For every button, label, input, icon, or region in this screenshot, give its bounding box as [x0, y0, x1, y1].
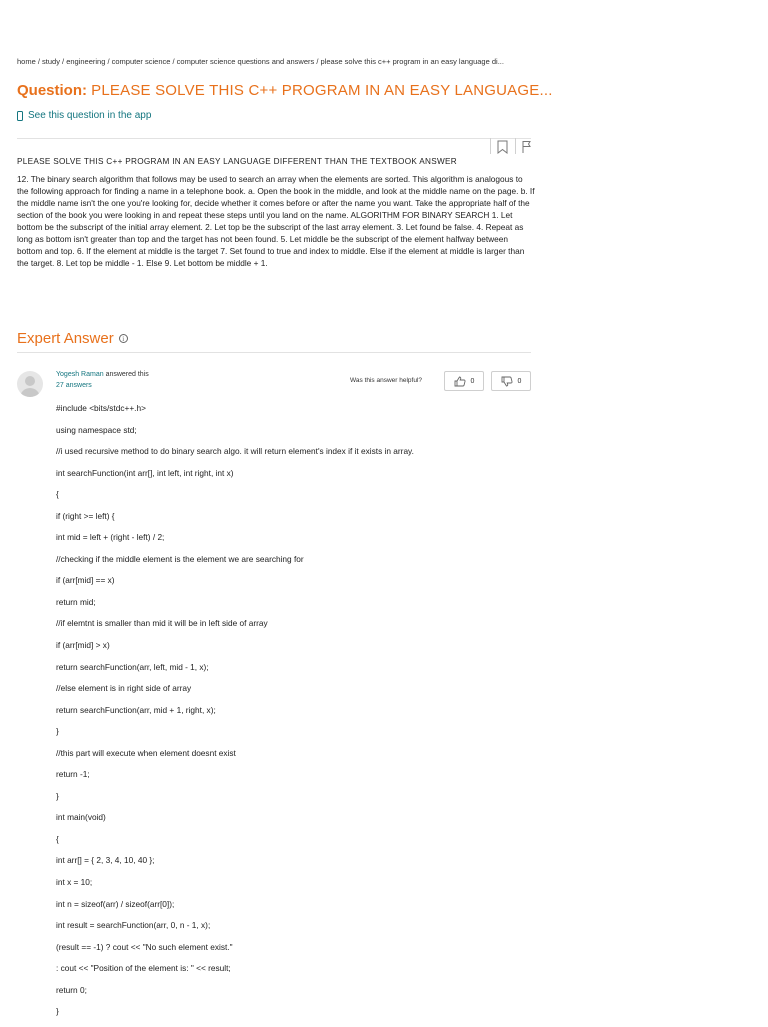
breadcrumb[interactable]: home / study / engineering / computer science / computer science questions and answers / please solve this c++ program in an easy language di... [17, 57, 504, 66]
expert-answer-label: Expert Answer [17, 330, 114, 347]
question-title-text: PLEASE SOLVE THIS C++ PROGRAM IN AN EASY LANGUAGE... [91, 82, 553, 99]
code-line: return mid; [56, 596, 96, 607]
thumbs-down-button[interactable] [491, 371, 531, 391]
flag-icon[interactable] [521, 140, 532, 154]
code-line: int n = sizeof(arr) / sizeof(arr[0]); [56, 898, 175, 909]
downvote-count: 0 [517, 377, 522, 385]
thumbs-up-button[interactable] [444, 371, 484, 391]
question-label: Question: [17, 82, 87, 99]
divider [17, 352, 531, 353]
code-line: int arr[] = { 2, 3, 4, 10, 40 }; [56, 855, 155, 866]
code-line: //i used recursive method to do binary search algo. it will return element's index if it exists in array. [56, 446, 414, 457]
thumbs-up-icon [454, 376, 466, 387]
answers-count[interactable]: 27 answers [56, 382, 92, 389]
phone-icon [17, 111, 23, 121]
code-line: return -1; [56, 769, 90, 780]
bookmark-icon[interactable] [497, 140, 508, 154]
divider [515, 138, 516, 154]
helpful-prompt: Was this answer helpful? [350, 377, 423, 384]
code-line: int x = 10; [56, 877, 93, 888]
see-in-app-label: See this question in the app [28, 110, 152, 121]
divider [17, 138, 531, 139]
code-line: } [56, 726, 59, 737]
code-line: int main(void) [56, 812, 106, 823]
code-line: return 0; [56, 984, 87, 995]
answerer-info [56, 371, 149, 378]
question-body: 12. The binary search algorithm that follows may be used to search an array when the elements are sorted. This algorithm is analogous to the following approach for finding a name in a telephone book. a. Open the book in the middle, and look at the middle name on the page. b. If the middle name isn't the one you're looking for, decide whether it comes before or after the name you want. Take the appropriate half of the section of the book you were looking in and repeat these steps until you land on the name. ALGORITHM FOR BINARY SEARCH 1. Let bottom be the subscript of the initial array element. 2. Let top be the subscript of the last array element. 3. Let found be false. 4. Repeat as long as bottom isn't greater than top and the target has not been found. 5. Let middle be the subscript of the element halfway between bottom and top. 6. If the element at middle is the target 7. Set found to true and index to middle. Else if the element at middle is larger than the target. 8. Let top be middle - 1. Else 9. Let bottom be middle + 1. [17, 174, 535, 268]
question-heading: PLEASE SOLVE THIS C++ PROGRAM IN AN EASY LANGUAGE DIFFERENT THAN THE TEXTBOOK ANSWER [17, 157, 457, 166]
code-line: : cout << "Position of the element is: " << result; [56, 963, 231, 974]
avatar [17, 371, 43, 397]
code-line: //checking if the middle element is the element we are searching for [56, 553, 304, 564]
code-line: (result == -1) ? cout << "No such element exist." [56, 941, 233, 952]
answer-code-block [56, 402, 526, 1027]
upvote-count: 0 [470, 377, 475, 385]
code-line: int searchFunction(int arr[], int left, int right, int x) [56, 467, 234, 478]
code-line: return searchFunction(arr, left, mid - 1, x); [56, 661, 209, 672]
code-line: #include <bits/stdc++.h> [56, 403, 146, 413]
code-line: return searchFunction(arr, mid + 1, right, x); [56, 704, 216, 715]
code-line: { [56, 489, 59, 500]
code-line: int result = searchFunction(arr, 0, n - 1, x); [56, 920, 211, 931]
see-in-app-link[interactable] [17, 110, 151, 121]
code-line: //this part will execute when element doesnt exist [56, 747, 236, 758]
code-line: //else element is in right side of array [56, 683, 192, 694]
answered-text: answered this [105, 371, 149, 378]
code-line: { [56, 833, 59, 844]
divider [490, 138, 491, 154]
code-line: if (arr[mid] > x) [56, 640, 110, 651]
info-icon[interactable]: i [119, 334, 128, 343]
code-line: } [56, 790, 59, 801]
expert-answer-title [17, 330, 128, 347]
code-line: using namespace std; [56, 424, 137, 435]
code-line: int mid = left + (right - left) / 2; [56, 532, 165, 543]
code-line: if (right >= left) { [56, 510, 115, 521]
code-line: if (arr[mid] == x) [56, 575, 115, 586]
question-title [17, 82, 553, 99]
code-line: //if elemtnt is smaller than mid it will be in left side of array [56, 618, 268, 629]
answerer-name[interactable]: Yogesh Raman [56, 371, 104, 378]
code-line: } [56, 1006, 59, 1017]
thumbs-down-icon [501, 376, 513, 387]
